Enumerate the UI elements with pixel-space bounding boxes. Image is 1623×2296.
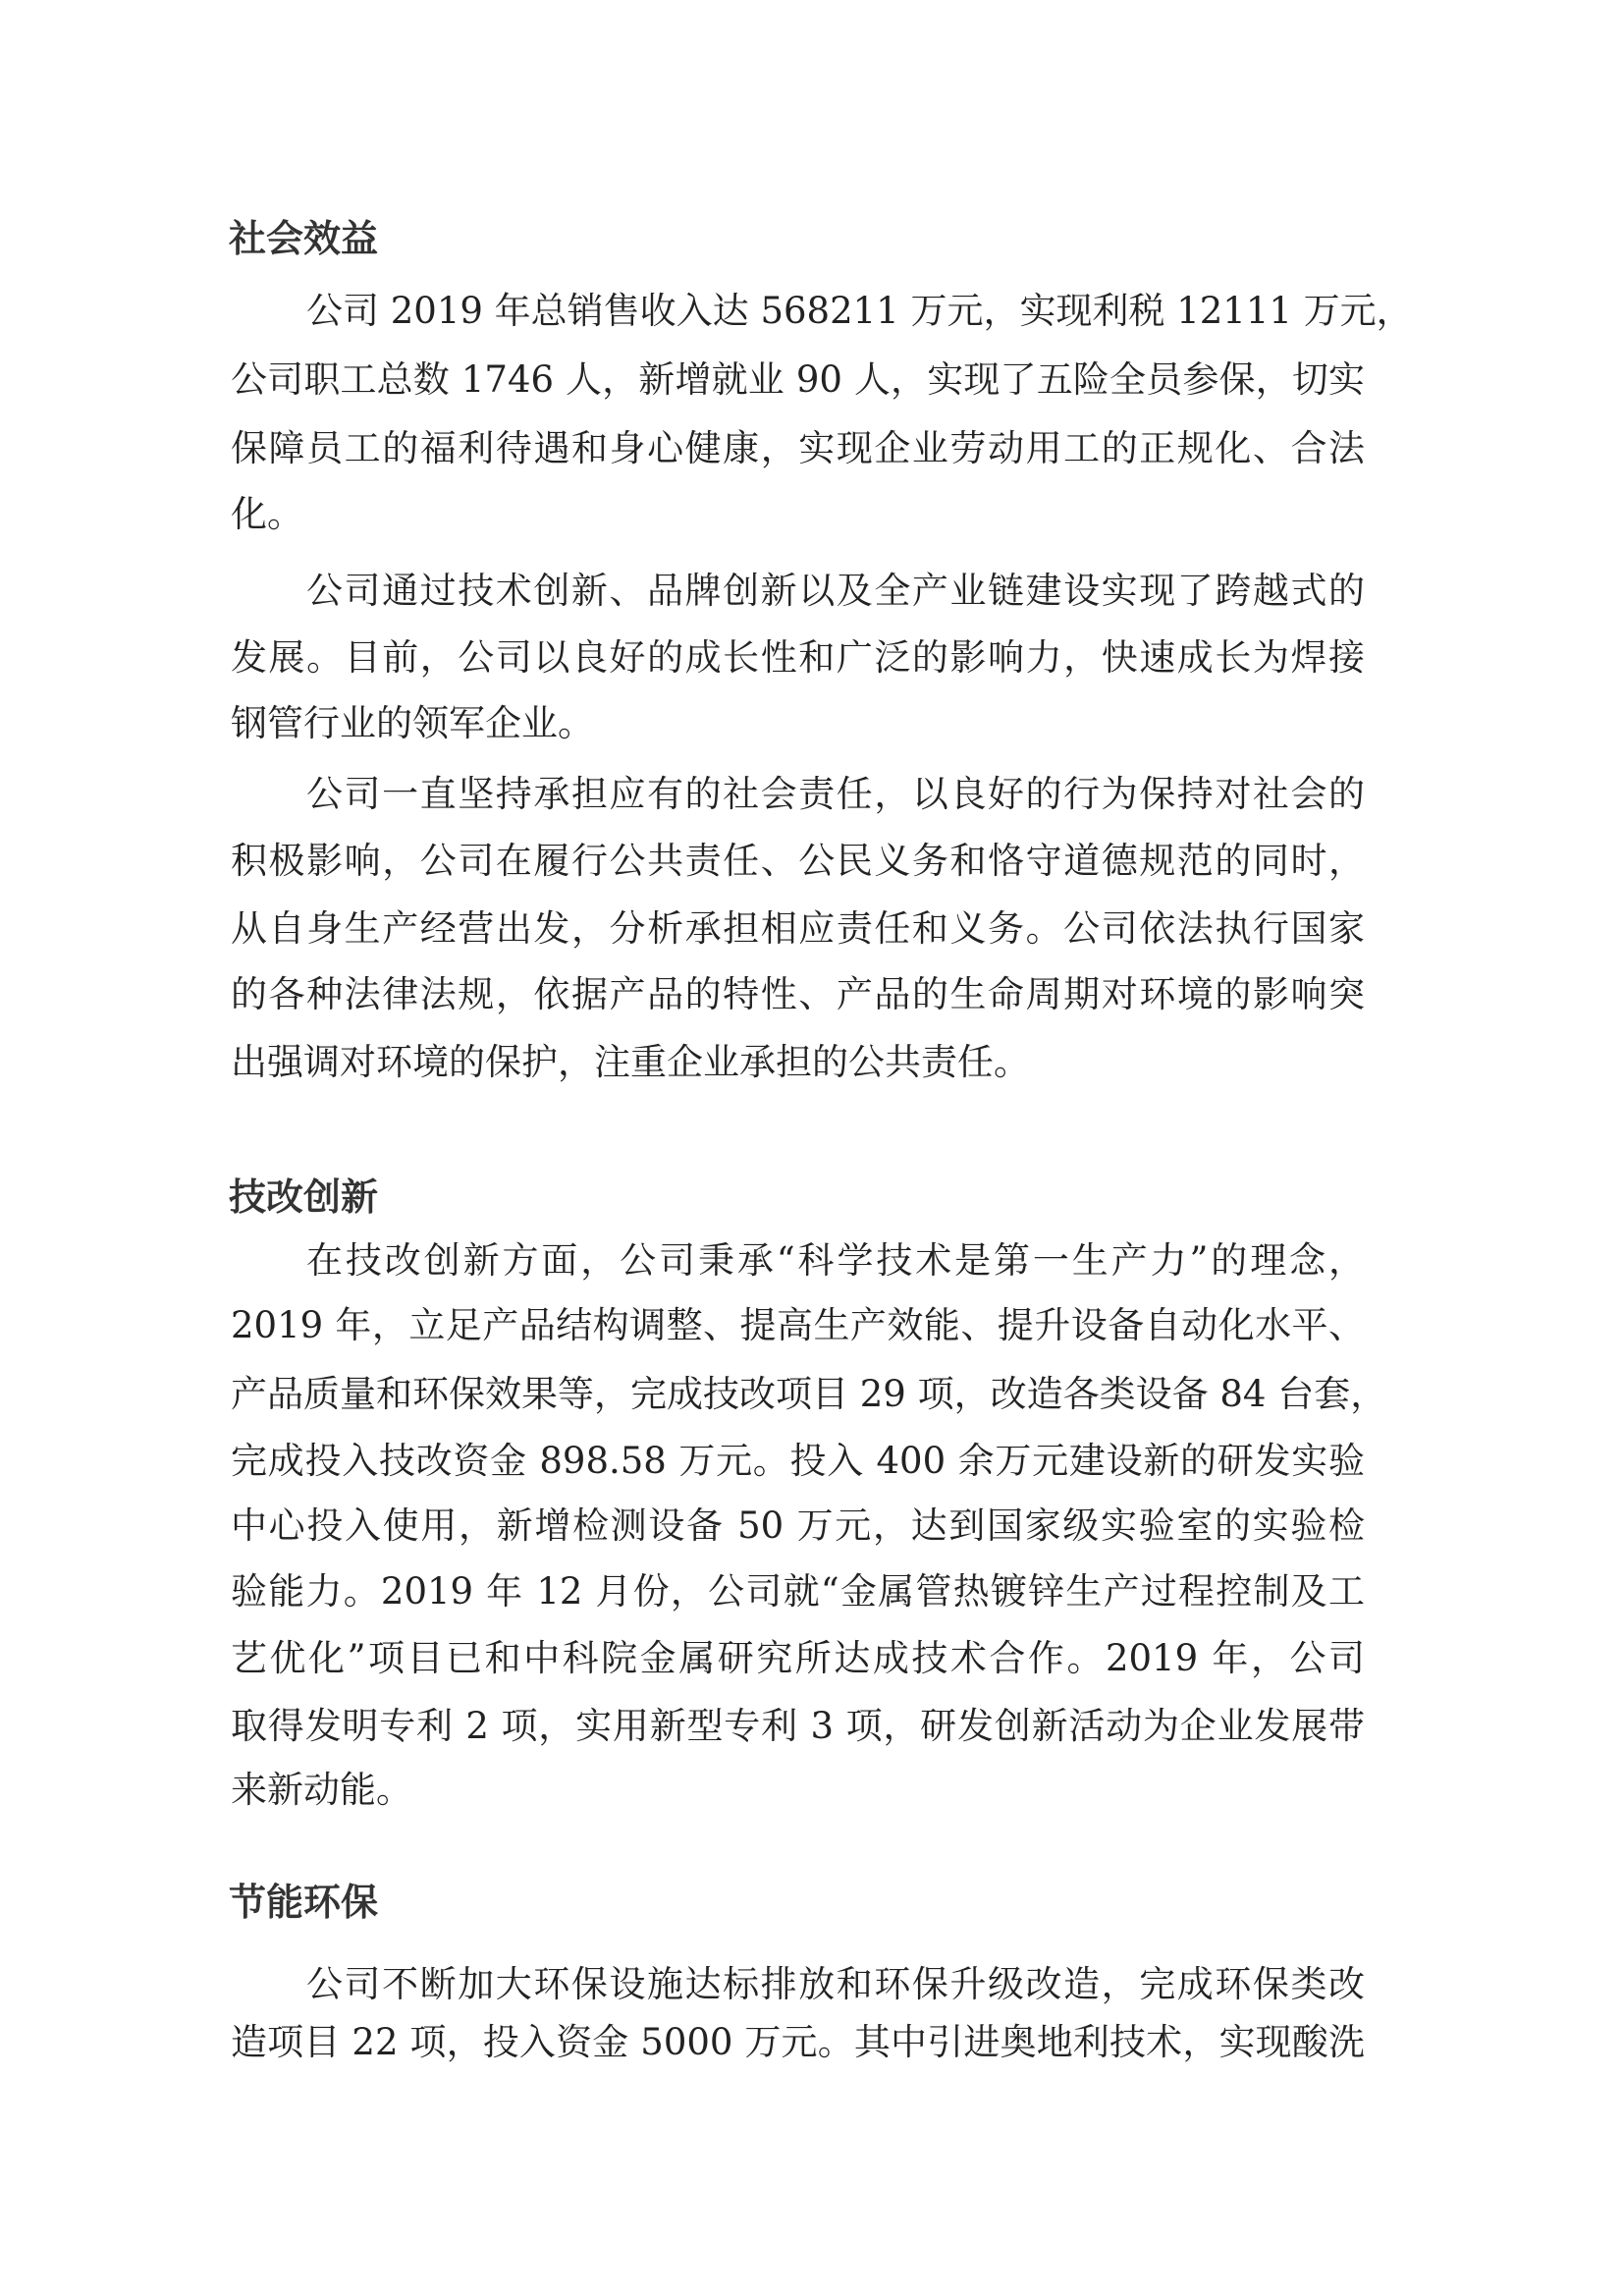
paragraph-line: 中心投入使用，新增检测设备 50 万元，达到国家级实验室的实验检 bbox=[231, 1504, 1365, 1547]
paragraph-line: 产品质量和环保效果等，完成技改项目 29 项，改造各类设备 84 台套， bbox=[231, 1373, 1387, 1415]
paragraph-line: 保障员工的福利待遇和身心健康，实现企业劳动用工的正规化、合法 bbox=[231, 427, 1365, 469]
paragraph-line: 从自身生产经营出发，分析承担相应责任和义务。公司依法执行国家 bbox=[231, 907, 1365, 950]
paragraph-line: 的各种法律法规，依据产品的特性、产品的生命周期对环境的影响突 bbox=[231, 973, 1365, 1015]
paragraph-line: 公司一直坚持承担应有的社会责任，以良好的行为保持对社会的 bbox=[306, 773, 1365, 815]
paragraph-line: 发展。目前，公司以良好的成长性和广泛的影响力，快速成长为焊接 bbox=[231, 636, 1365, 679]
paragraph-line: 公司 2019 年总销售收入达 568211 万元，实现利税 12111 万元， bbox=[306, 290, 1413, 332]
paragraph-line: 造项目 22 项，投入资金 5000 万元。其中引进奥地利技术，实现酸洗 bbox=[231, 2021, 1365, 2063]
paragraph-line: 化。 bbox=[231, 493, 303, 535]
paragraph-line: 完成投入技改资金 898.58 万元。投入 400 余万元建设新的研发实验 bbox=[231, 1440, 1365, 1482]
paragraph-line: 取得发明专利 2 项，实用新型专利 3 项，研发创新活动为企业发展带 bbox=[231, 1705, 1365, 1747]
paragraph-line: 艺优化”项目已和中科院金属研究所达成技术合作。2019 年，公司 bbox=[231, 1637, 1365, 1679]
paragraph-line: 公司不断加大环保设施达标排放和环保升级改造，完成环保类改 bbox=[306, 1963, 1365, 2005]
paragraph-line: 公司通过技术创新、品牌创新以及全产业链建设实现了跨越式的 bbox=[306, 570, 1365, 612]
section-heading: 社会效益 bbox=[229, 216, 379, 260]
paragraph-line: 出强调对环境的保护，注重企业承担的公共责任。 bbox=[231, 1041, 1030, 1083]
paragraph-line: 积极影响，公司在履行公共责任、公民义务和恪守道德规范的同时， bbox=[231, 840, 1365, 882]
section-heading: 节能环保 bbox=[229, 1880, 379, 1924]
section-heading: 技改创新 bbox=[229, 1175, 379, 1219]
paragraph-line: 在技改创新方面，公司秉承“科学技术是第一生产力”的理念， bbox=[306, 1239, 1365, 1282]
paragraph-line: 2019 年，立足产品结构调整、提高生产效能、提升设备自动化水平、 bbox=[231, 1304, 1365, 1346]
paragraph-line: 钢管行业的领军企业。 bbox=[231, 702, 594, 744]
paragraph-line: 公司职工总数 1746 人，新增就业 90 人，实现了五险全员参保，切实 bbox=[231, 358, 1365, 401]
paragraph-line: 验能力。2019 年 12 月份，公司就“金属管热镀锌生产过程控制及工 bbox=[231, 1570, 1365, 1613]
paragraph-line: 来新动能。 bbox=[231, 1769, 412, 1811]
